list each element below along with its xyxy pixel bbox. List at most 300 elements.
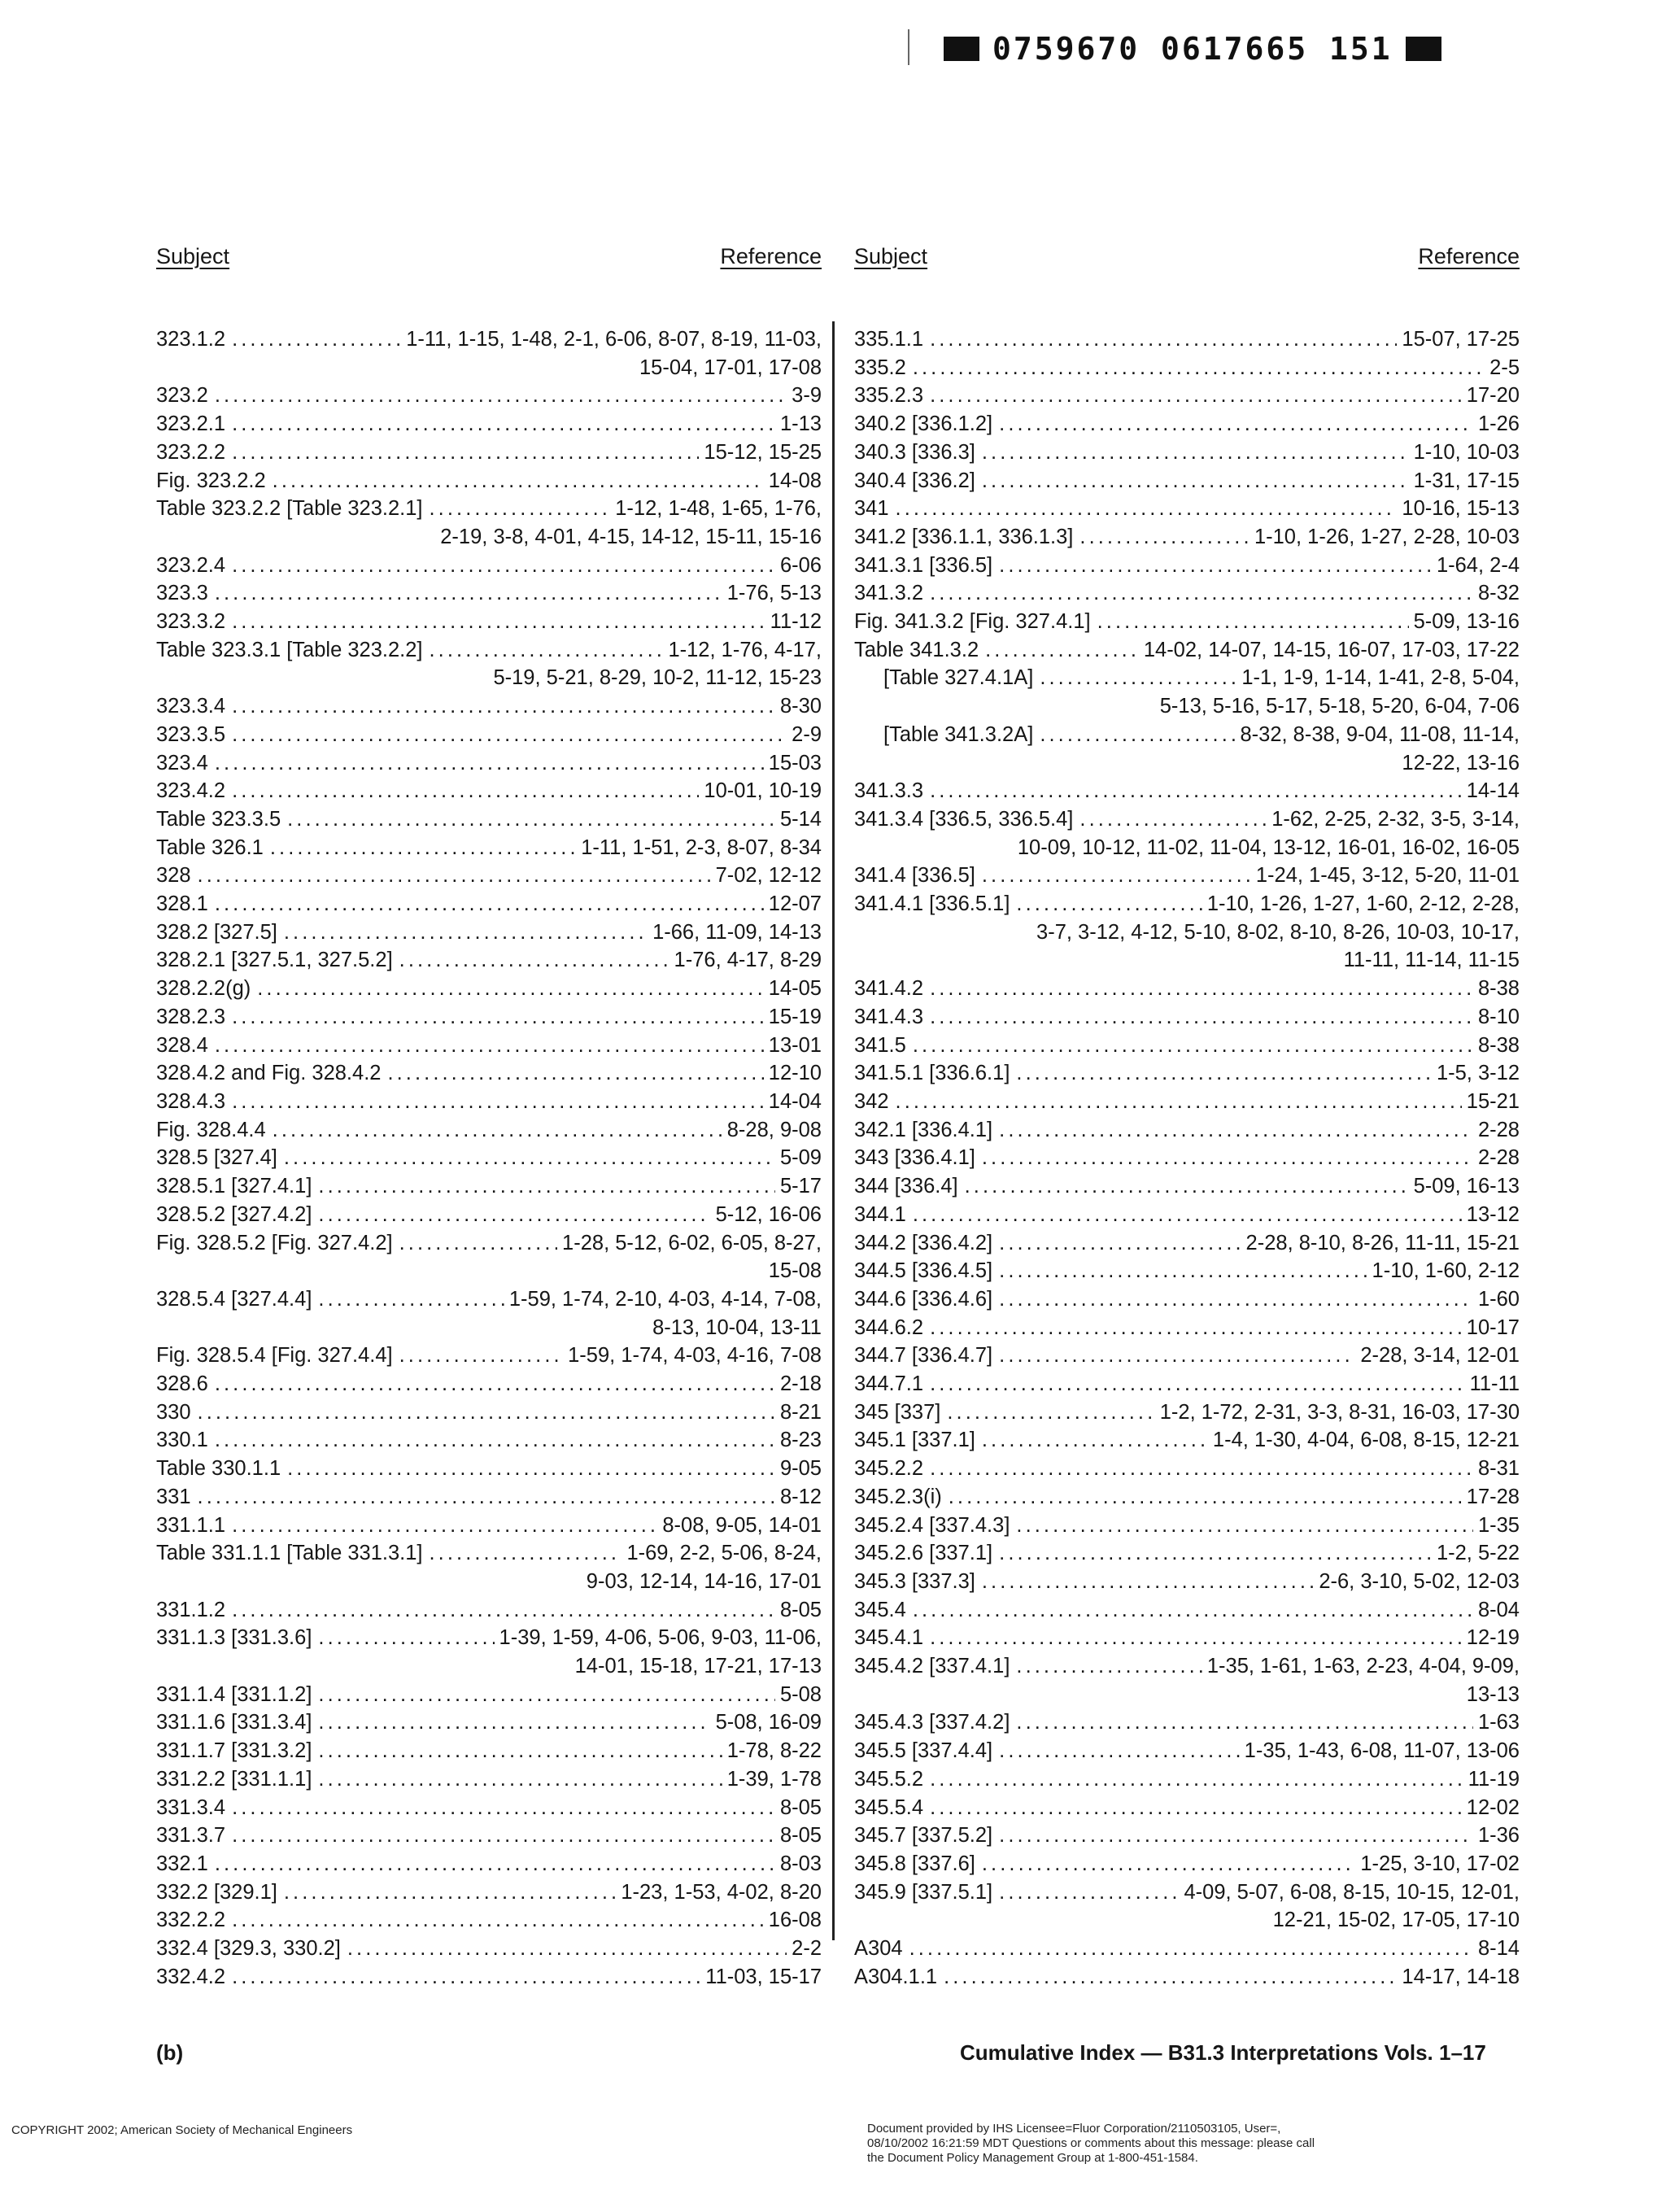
entry-reference: 10-16, 15-13 (1402, 497, 1520, 521)
index-entry (156, 1878, 822, 1907)
dot-leader (215, 382, 787, 410)
index-entry (854, 1285, 1520, 1314)
entry-reference: 4-09, 5-07, 6-08, 8-15, 10-15, 12-01, (1184, 1880, 1520, 1904)
entry-reference: 13-01 (768, 1033, 822, 1057)
entry-line (854, 1088, 1520, 1116)
entry-line (854, 438, 1520, 467)
dot-leader (232, 1596, 775, 1625)
dot-leader (232, 325, 401, 354)
entry-subject: Table 326.1 (156, 835, 264, 859)
entry-reference: 6-06 (779, 553, 822, 577)
reference-heading: Reference (720, 244, 822, 268)
entry-line (156, 579, 822, 608)
entry-reference: 2-28, 3-14, 12-01 (1360, 1344, 1520, 1368)
entry-subject: 328.2 [327.5] (156, 920, 277, 944)
entry-reference: 1-60 (1477, 1287, 1520, 1311)
dot-leader (232, 1512, 657, 1540)
entry-line (156, 1737, 822, 1765)
entry-subject: 323.2.4 (156, 553, 226, 577)
entry-reference: 17-20 (1466, 384, 1520, 408)
dot-leader (215, 1850, 775, 1878)
entry-line (156, 890, 822, 918)
index-entry (156, 1822, 822, 1850)
index-entry (156, 805, 822, 834)
entry-line (156, 1370, 822, 1398)
dot-leader (257, 975, 764, 1003)
index-entry (854, 438, 1520, 467)
entry-line (156, 975, 822, 1003)
index-entry (854, 777, 1520, 805)
entry-subject: 332.1 (156, 1852, 208, 1875)
dot-leader (930, 975, 1473, 1003)
entry-reference: 8-30 (779, 695, 822, 718)
entry-line (156, 1398, 822, 1427)
entry-line (156, 1201, 822, 1229)
entry-line (854, 1455, 1520, 1483)
entry-reference-continued: 5-13, 5-16, 5-17, 5-18, 5-20, 6-04, 7-06 (1159, 695, 1520, 718)
entry-line (156, 1342, 822, 1370)
entry-reference: 8-08, 9-05, 14-01 (662, 1513, 822, 1537)
entry-reference: 8-04 (1477, 1598, 1520, 1621)
dot-leader (232, 438, 699, 467)
entry-line (854, 1483, 1520, 1512)
dot-leader (318, 1681, 775, 1709)
entry-reference: 1-36 (1477, 1824, 1520, 1848)
entry-reference: 8-31 (1477, 1457, 1520, 1481)
dot-leader (232, 721, 787, 749)
dot-leader (399, 1229, 557, 1258)
index-entry (156, 467, 822, 495)
index-entry (854, 1172, 1520, 1201)
entry-subject: Fig. 328.4.4 (156, 1118, 266, 1141)
dot-leader (1016, 1652, 1202, 1681)
entry-subject: 345.5 [337.4.4] (854, 1739, 993, 1763)
dot-leader (999, 1342, 1355, 1370)
index-entry (156, 1624, 822, 1680)
index-entry (854, 1737, 1520, 1765)
index-entry (156, 890, 822, 918)
dot-leader (999, 1257, 1367, 1285)
dot-leader (232, 1822, 775, 1850)
index-entry (156, 1285, 822, 1342)
entry-subject: 344.5 [336.4.5] (854, 1259, 993, 1283)
dot-leader (215, 1426, 775, 1455)
entry-reference: 1-11, 1-51, 2-3, 8-07, 8-34 (581, 835, 822, 859)
index-entry (854, 1116, 1520, 1145)
entry-reference: 2-28, 8-10, 8-26, 11-11, 15-21 (1245, 1231, 1520, 1254)
entry-line (854, 1172, 1520, 1201)
entry-line (854, 410, 1520, 438)
dot-leader (399, 1342, 564, 1370)
entry-line (854, 1257, 1520, 1285)
entry-reference: 1-35, 1-43, 6-08, 11-07, 13-06 (1244, 1739, 1520, 1763)
dot-leader (982, 438, 1409, 467)
entry-subject: 328 (156, 864, 191, 888)
dot-leader (999, 1539, 1432, 1568)
index-entry (854, 1370, 1520, 1398)
entry-reference-continued: 15-04, 17-01, 17-08 (639, 356, 822, 379)
index-entry (854, 664, 1520, 720)
entry-subject: 341.4 [336.5] (854, 864, 975, 888)
dot-leader (982, 467, 1409, 495)
entry-reference-continued: 8-13, 10-04, 13-11 (652, 1315, 822, 1339)
entry-subject: 335.2 (854, 356, 906, 379)
dot-leader (913, 1032, 1473, 1060)
provider-notice (867, 2122, 1453, 2166)
entry-subject: 341.4.3 (854, 1005, 924, 1028)
entry-subject: 331.3.4 (156, 1795, 226, 1819)
entry-reference: 11-11 (1469, 1372, 1520, 1396)
entry-subject: 330 (156, 1400, 191, 1424)
entry-reference: 2-2 (792, 1937, 822, 1961)
entry-line (854, 1003, 1520, 1032)
index-entry (854, 1850, 1520, 1878)
entry-reference: 1-35 (1477, 1513, 1520, 1537)
entry-reference: 1-25, 3-10, 17-02 (1360, 1852, 1520, 1875)
left-column-header (156, 244, 822, 293)
dot-leader (913, 1201, 1462, 1229)
dot-leader (930, 1455, 1473, 1483)
entry-line (156, 1906, 822, 1935)
dot-leader (982, 1144, 1473, 1172)
index-entry (854, 1652, 1520, 1708)
entry-subject: 323.4.2 (156, 779, 226, 803)
provider-line: the Document Policy Management Group at 1-800-451-1584. (867, 2151, 1198, 2165)
entry-subject: 323.3.5 (156, 722, 226, 746)
right-entry-list (854, 325, 1520, 1991)
dot-leader (232, 1088, 764, 1116)
reference-heading: Reference (1418, 244, 1520, 268)
index-entry (854, 1398, 1520, 1427)
entry-subject: Table 323.3.5 (156, 807, 281, 831)
entry-subject: Fig. 323.2.2 (156, 469, 266, 492)
entry-reference: 1-4, 1-30, 4-04, 6-08, 8-15, 12-21 (1212, 1429, 1520, 1452)
index-entry (854, 1878, 1520, 1935)
entry-subject: 341.5 (854, 1033, 906, 1057)
entry-line (854, 552, 1520, 580)
entry-reference-continued: 15-08 (768, 1259, 822, 1283)
index-entry (156, 1539, 822, 1595)
entry-reference: 14-05 (768, 977, 822, 1001)
entry-subject: 331.1.3 [331.3.6] (156, 1626, 312, 1650)
entry-line (156, 382, 822, 410)
dot-leader (982, 1850, 1355, 1878)
entry-reference: 8-32, 8-38, 9-04, 11-08, 11-14, (1240, 722, 1520, 746)
entry-subject: 328.4.3 (156, 1089, 226, 1113)
index-entry (156, 410, 822, 438)
entry-line (854, 664, 1520, 692)
entry-reference: 8-38 (1477, 977, 1520, 1001)
dot-leader (318, 1285, 504, 1314)
entry-reference: 1-78, 8-22 (726, 1739, 822, 1763)
entry-line (854, 862, 1520, 890)
entry-subject: 331 (156, 1485, 191, 1508)
entry-reference: 2-28 (1477, 1118, 1520, 1141)
dot-leader (284, 1878, 616, 1907)
dot-leader (318, 1737, 722, 1765)
dot-leader (318, 1765, 722, 1794)
entry-subject: 344.7.1 (854, 1372, 924, 1396)
index-entry (854, 862, 1520, 890)
entry-subject: 328.6 (156, 1372, 208, 1396)
dot-leader (999, 1878, 1179, 1907)
entry-reference: 8-05 (779, 1795, 822, 1819)
entry-reference: 11-19 (1468, 1767, 1520, 1791)
index-entry (156, 1172, 822, 1201)
index-entry (156, 1794, 822, 1822)
index-entry (156, 918, 822, 947)
index-entry (854, 1003, 1520, 1032)
dot-leader (930, 1794, 1462, 1822)
entry-reference: 2-6, 3-10, 5-02, 12-03 (1319, 1569, 1520, 1593)
entry-line (854, 523, 1520, 552)
entry-reference: 1-2, 1-72, 2-31, 3-3, 8-31, 16-03, 17-30 (1159, 1400, 1520, 1424)
dot-leader (273, 1116, 722, 1145)
entry-subject: 344.7 [336.4.7] (854, 1344, 993, 1368)
index-entry (156, 1229, 822, 1285)
entry-reference: 17-28 (1466, 1485, 1520, 1508)
entry-line (156, 438, 822, 467)
entry-subject: 342 (854, 1089, 889, 1113)
entry-subject: Table 323.3.1 [Table 323.2.2] (156, 638, 423, 661)
entry-line (854, 579, 1520, 608)
dot-leader (430, 495, 611, 523)
index-entry (854, 636, 1520, 665)
entry-subject: 332.4.2 (156, 1965, 226, 1988)
dot-leader (944, 1963, 1397, 1992)
entry-subject: 344 [336.4] (854, 1175, 958, 1198)
entry-line (156, 946, 822, 975)
entry-line (854, 1822, 1520, 1850)
entry-line (156, 721, 822, 749)
entry-line (156, 777, 822, 805)
index-entry (854, 1596, 1520, 1625)
entry-subject: 323.2.1 (156, 412, 226, 436)
entry-line (156, 1059, 822, 1088)
index-entry (854, 1314, 1520, 1342)
index-entry (854, 552, 1520, 580)
entry-line (156, 1850, 822, 1878)
dot-leader (287, 805, 775, 834)
page-label: (b) (156, 2040, 184, 2065)
dot-leader (913, 1596, 1473, 1625)
entry-reference: 1-35, 1-61, 1-63, 2-23, 4-04, 9-09, (1206, 1655, 1520, 1678)
barcode-block-left (944, 37, 979, 61)
dot-leader (930, 382, 1462, 410)
entry-subject: Table 331.1.1 [Table 331.3.1] (156, 1542, 423, 1565)
footer-title: Cumulative Index — B31.3 Interpretations Vols. 1–17 (960, 2040, 1486, 2065)
index-entry (854, 890, 1520, 975)
entry-subject: 344.6.2 (854, 1315, 924, 1339)
dot-leader (287, 1455, 775, 1483)
dot-leader (930, 777, 1462, 805)
index-entry (854, 1201, 1520, 1229)
copyright-notice: COPYRIGHT 2002; American Society of Mechanical Engineers (11, 2123, 353, 2137)
index-entry (854, 1426, 1520, 1455)
index-entry (854, 1483, 1520, 1512)
entry-subject: A304.1.1 (854, 1965, 938, 1988)
entry-reference-continued: 9-03, 12-14, 14-16, 17-01 (586, 1569, 822, 1593)
entry-reference: 15-19 (768, 1005, 822, 1028)
entry-line (156, 1088, 822, 1116)
entry-reference: 1-66, 11-09, 14-13 (652, 920, 822, 944)
dot-leader (982, 1568, 1314, 1596)
index-entry (156, 325, 822, 382)
dot-leader (430, 636, 664, 665)
entry-line (156, 410, 822, 438)
dot-leader (318, 1172, 775, 1201)
index-entry (156, 1765, 822, 1794)
entry-subject: 341.4.2 (854, 977, 924, 1001)
entry-line (156, 1512, 822, 1540)
entry-subject: 323.1.2 (156, 328, 226, 351)
index-entry (854, 410, 1520, 438)
entry-subject: 323.3.2 (156, 610, 226, 634)
entry-line (156, 749, 822, 778)
dot-leader (999, 552, 1432, 580)
entry-subject: 331.1.6 [331.3.4] (156, 1711, 312, 1734)
entry-line (156, 1708, 822, 1737)
entry-line (156, 918, 822, 947)
index-entry (854, 805, 1520, 862)
index-entry (156, 1483, 822, 1512)
entry-reference-continued: 12-21, 15-02, 17-05, 17-10 (1272, 1909, 1520, 1932)
entry-reference: 7-02, 12-12 (715, 864, 822, 888)
index-entry (854, 1794, 1520, 1822)
entry-reference: 8-05 (779, 1824, 822, 1848)
entry-subject: 328.1 (156, 892, 208, 916)
entry-reference-continued: 12-22, 13-16 (1402, 751, 1520, 774)
dot-leader (930, 1314, 1462, 1342)
index-entry (854, 1539, 1520, 1568)
entry-line (854, 1229, 1520, 1258)
entry-line (156, 1003, 822, 1032)
left-column (156, 244, 822, 1991)
dot-leader (347, 1935, 787, 1963)
index-entry (854, 1624, 1520, 1652)
entry-line (156, 636, 822, 665)
index-entry (854, 975, 1520, 1003)
entry-line (854, 1596, 1520, 1625)
dot-leader (198, 1398, 775, 1427)
index-entry (854, 467, 1520, 495)
dot-leader (284, 1144, 775, 1172)
entry-subject: 331.1.1 (156, 1513, 226, 1537)
entry-reference: 1-5, 3-12 (1436, 1062, 1520, 1085)
entry-line (156, 1116, 822, 1145)
entry-subject: 328.2.3 (156, 1005, 226, 1028)
dot-leader (399, 946, 669, 975)
entry-subject: 330.1 (156, 1429, 208, 1452)
index-entry (854, 1144, 1520, 1172)
entry-subject: 345.3 [337.3] (854, 1569, 975, 1593)
entry-line (854, 636, 1520, 665)
entry-reference: 8-32 (1477, 582, 1520, 605)
entry-line (854, 1032, 1520, 1060)
index-entry (156, 834, 822, 862)
entry-reference: 11-12 (770, 610, 822, 634)
entry-subject: 345.4 (854, 1598, 906, 1621)
index-entry (156, 1144, 822, 1172)
entry-reference: 1-39, 1-78 (726, 1767, 822, 1791)
dot-leader (273, 467, 764, 495)
entry-subject: 328.2.1 [327.5.1, 327.5.2] (156, 949, 393, 972)
entry-line (156, 1681, 822, 1709)
index-entry (854, 1568, 1520, 1596)
entry-reference-continued: 2-19, 3-8, 4-01, 4-15, 14-12, 15-11, 15-16 (440, 525, 822, 548)
entry-line (156, 834, 822, 862)
index-entry (854, 354, 1520, 382)
entry-reference: 1-10, 1-60, 2-12 (1372, 1259, 1520, 1283)
index-entry (854, 325, 1520, 354)
entry-reference: 5-09, 16-13 (1413, 1175, 1520, 1198)
index-entry (156, 579, 822, 608)
entry-reference: 15-07, 17-25 (1402, 328, 1520, 351)
entry-subject: 340.3 [336.3] (854, 440, 975, 464)
dot-leader (982, 862, 1251, 890)
entry-reference: 1-76, 5-13 (726, 582, 822, 605)
dot-leader (232, 1794, 775, 1822)
entry-subject: 341 (854, 497, 889, 521)
dot-leader (913, 354, 1485, 382)
entry-reference: 1-12, 1-76, 4-17, (668, 638, 822, 661)
entry-reference: 1-1, 1-9, 1-14, 1-41, 2-8, 5-04, (1241, 666, 1520, 690)
entry-reference: 5-12, 16-06 (715, 1202, 822, 1226)
entry-line (156, 805, 822, 834)
entry-subject: 332.4 [329.3, 330.2] (156, 1937, 341, 1961)
index-entry (854, 1455, 1520, 1483)
entry-reference: 16-08 (768, 1909, 822, 1932)
index-entry (854, 1935, 1520, 1963)
entry-line (156, 552, 822, 580)
index-entry (854, 1708, 1520, 1737)
entry-subject: 331.3.7 (156, 1824, 226, 1848)
dot-leader (999, 1229, 1241, 1258)
index-entry (854, 1963, 1520, 1992)
entry-subject: 342.1 [336.4.1] (854, 1118, 993, 1141)
dot-leader (215, 749, 764, 778)
entry-subject: 331.1.4 [331.1.2] (156, 1682, 312, 1706)
index-entry (156, 1906, 822, 1935)
dot-leader (930, 1370, 1464, 1398)
dot-leader (1016, 1708, 1473, 1737)
entry-subject: 345.2.4 [337.4.3] (854, 1513, 1010, 1537)
entry-subject: Table 330.1.1 (156, 1457, 281, 1481)
entry-line (156, 1285, 822, 1314)
entry-reference: 1-11, 1-15, 1-48, 2-1, 6-06, 8-07, 8-19, 11-03, (406, 328, 822, 351)
dot-leader (930, 1765, 1463, 1794)
entry-line (156, 467, 822, 495)
entry-reference-continued: 3-7, 3-12, 4-12, 5-10, 8-02, 8-10, 8-26, 10-03, 10-17, (1036, 920, 1520, 944)
entry-line (854, 1850, 1520, 1878)
entry-reference: 2-28 (1477, 1146, 1520, 1170)
entry-line (156, 1963, 822, 1992)
entry-subject: 331.2.2 [331.1.1] (156, 1767, 312, 1791)
entry-subject: 328.5.4 [327.4.4] (156, 1287, 312, 1311)
entry-subject: [Table 341.3.2A] (883, 722, 1034, 746)
entry-line (156, 608, 822, 636)
entry-reference: 15-21 (1466, 1089, 1520, 1113)
entry-subject: 345.2.2 (854, 1457, 924, 1481)
dot-leader (999, 1116, 1473, 1145)
entry-subject: 323.4 (156, 751, 208, 774)
entry-line (854, 1568, 1520, 1596)
entry-subject: 344.2 [336.4.2] (854, 1231, 993, 1254)
index-entry (156, 1398, 822, 1427)
dot-leader (909, 1935, 1473, 1963)
entry-subject: 340.4 [336.2] (854, 469, 975, 492)
entry-line (854, 382, 1520, 410)
